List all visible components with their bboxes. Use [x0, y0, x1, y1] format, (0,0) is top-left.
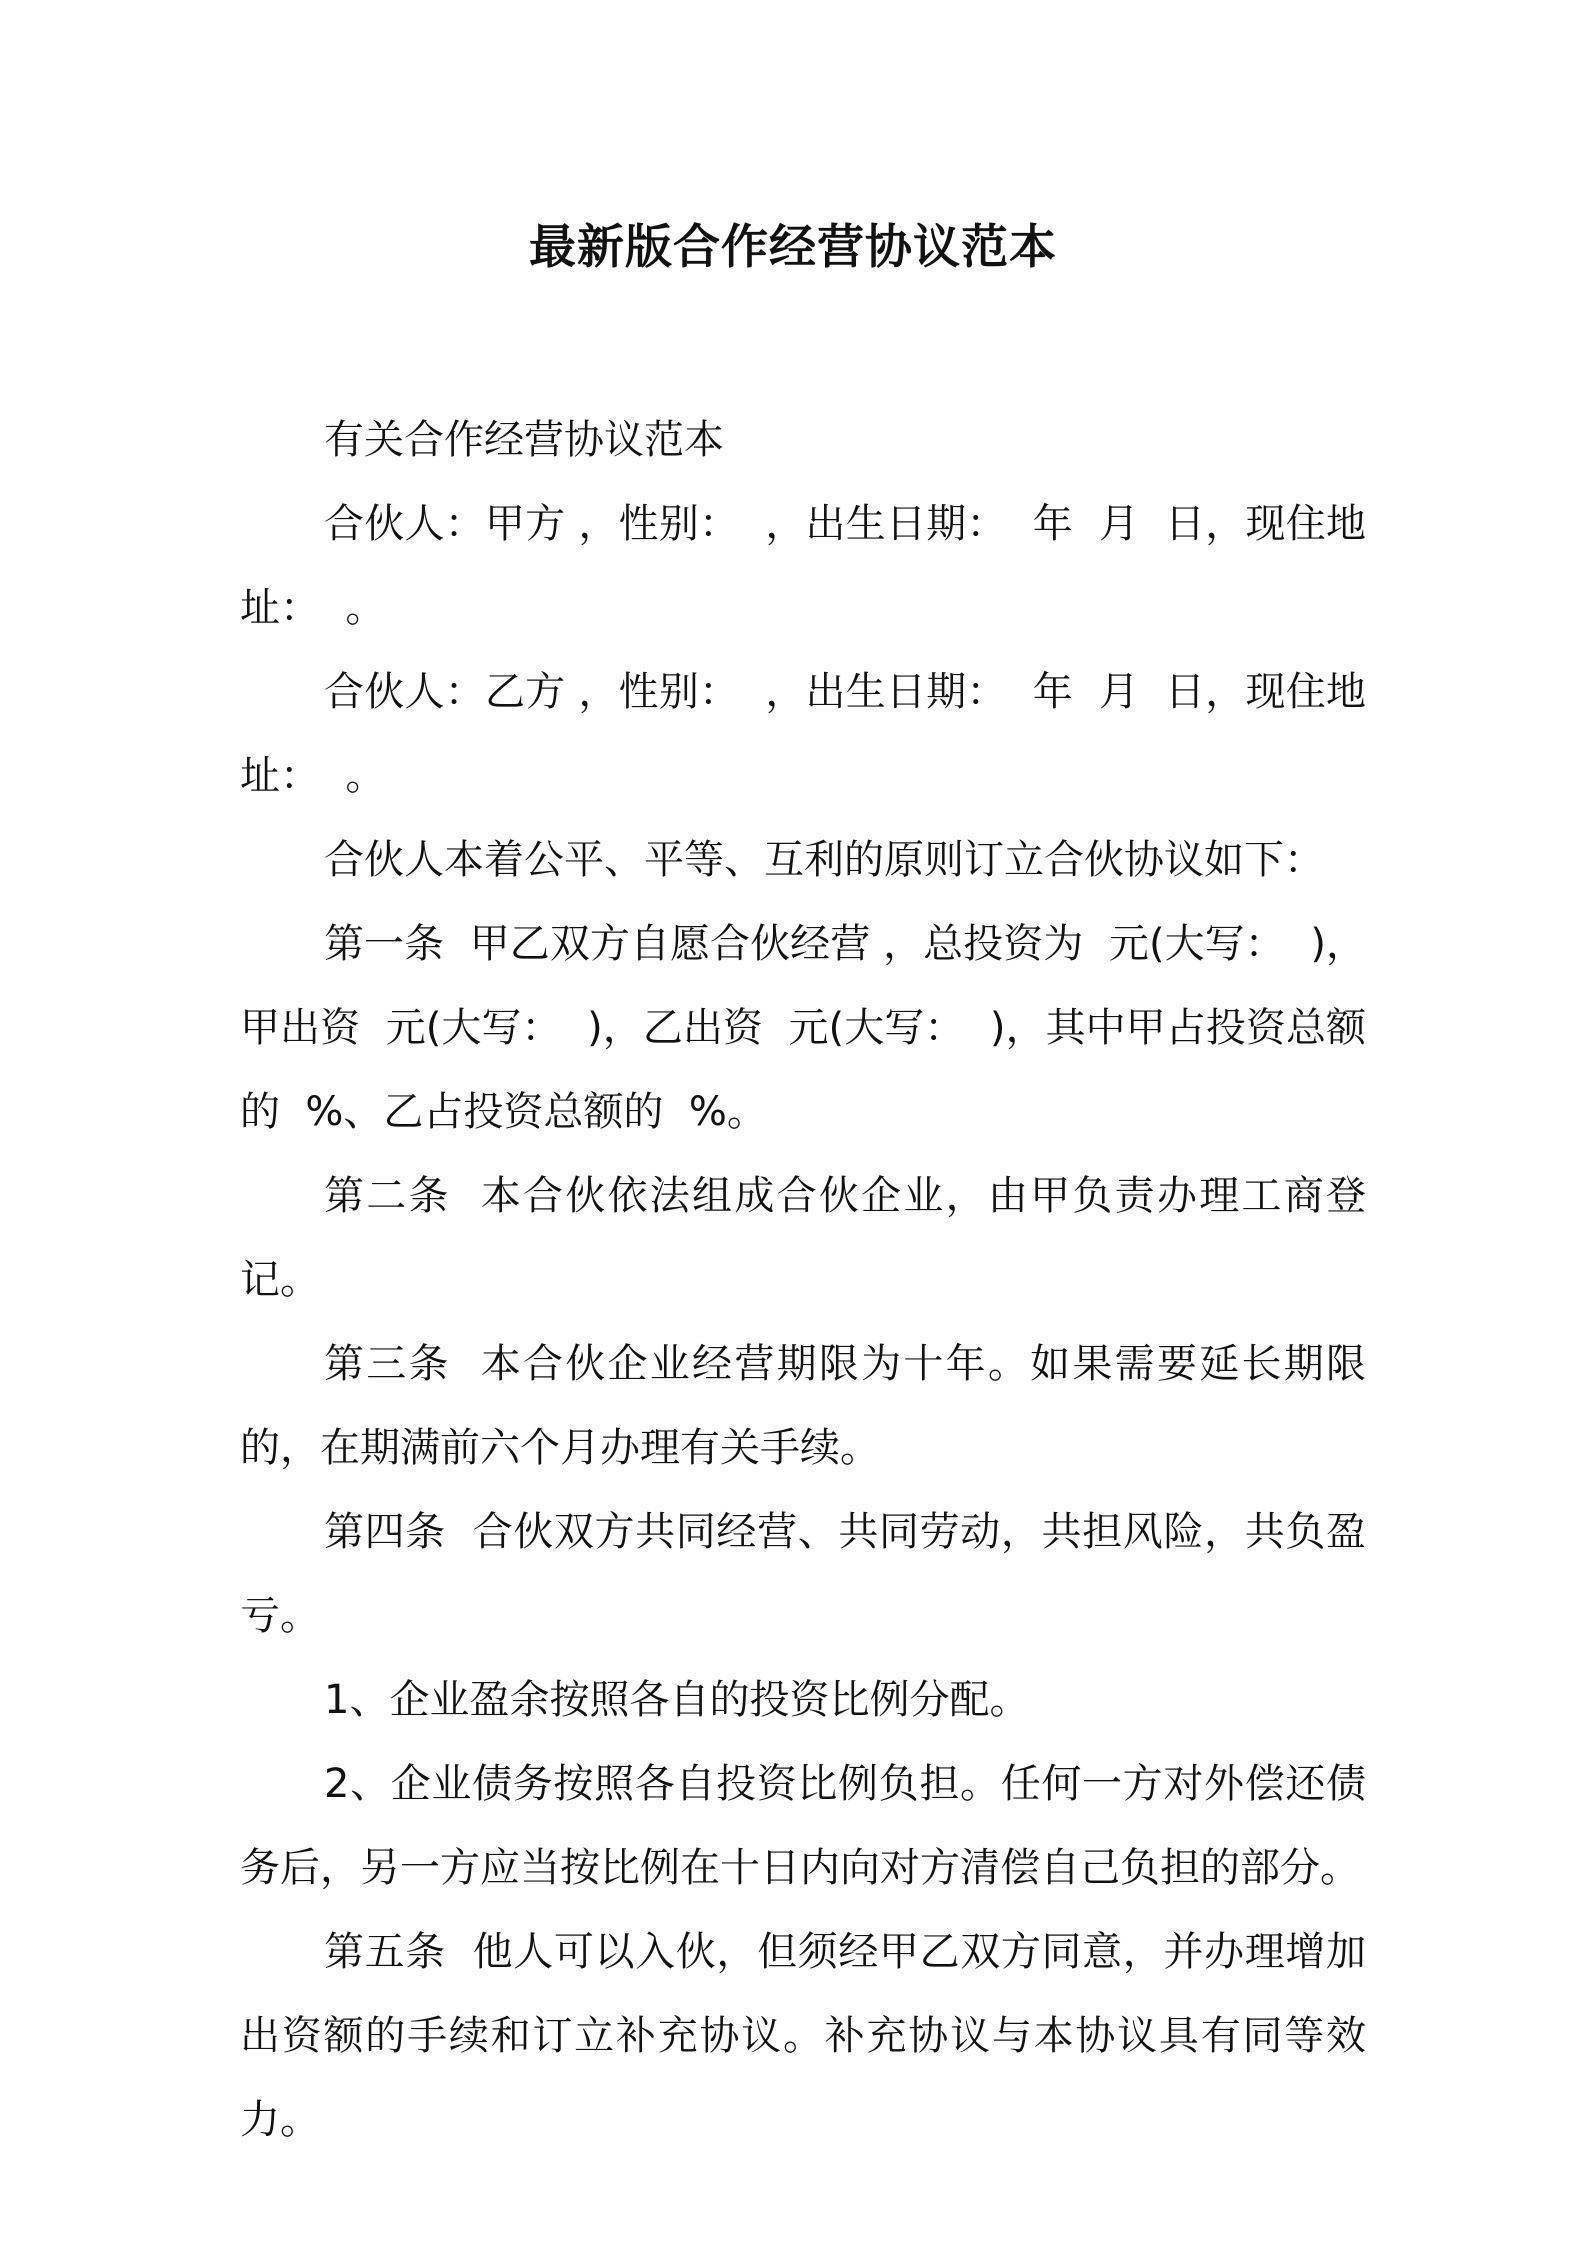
paragraph-article-5: 第五条 他人可以入伙，但须经甲乙双方同意，并办理增加出资额的手续和订立补充协议。补充协议与本协议具有同等效力。 [240, 1929, 1366, 2143]
paragraph-subtitle: 有关合作经营协议范本 [324, 417, 724, 463]
document-title: 最新版合作经营协议范本 [529, 220, 1057, 275]
paragraph-article-4: 第四条 合伙双方共同经营、共同劳动，共担风险，共负盈亏。 [240, 1509, 1366, 1639]
paragraph-party-a: 合伙人：甲方 ，性别： ，出生日期： 年 月 日，现住地址： 。 [240, 501, 1366, 631]
paragraph-article-2: 第二条 本合伙依法组成合伙企业，由甲负责办理工商登记。 [240, 1173, 1366, 1303]
document-body [240, 398, 1366, 2162]
paragraph-preamble: 合伙人本着公平、平等、互利的原则订立合伙协议如下： [324, 837, 1324, 883]
paragraph-party-b: 合伙人：乙方 ，性别： ，出生日期： 年 月 日，现住地址： 。 [240, 669, 1366, 799]
paragraph-article-4-item-1: 1、企业盈余按照各自的投资比例分配。 [324, 1677, 1030, 1723]
paragraph-article-1: 第一条 甲乙双方自愿合伙经营 ，总投资为 元(大写： )，甲出资 元(大写： )，乙出资 元(大写： )，其中甲占投资总额的 %、乙占投资总额的 %。 [240, 921, 1366, 1135]
paragraph-article-4-item-2: 2、企业债务按照各自投资比例负担。任何一方对外偿还债务后，另一方应当按比例在十日内向对方清偿自己负担的部分。 [240, 1761, 1366, 1891]
paragraph-article-3: 第三条 本合伙企业经营期限为十年。如果需要延长期限的，在期满前六个月办理有关手续。 [240, 1341, 1366, 1471]
